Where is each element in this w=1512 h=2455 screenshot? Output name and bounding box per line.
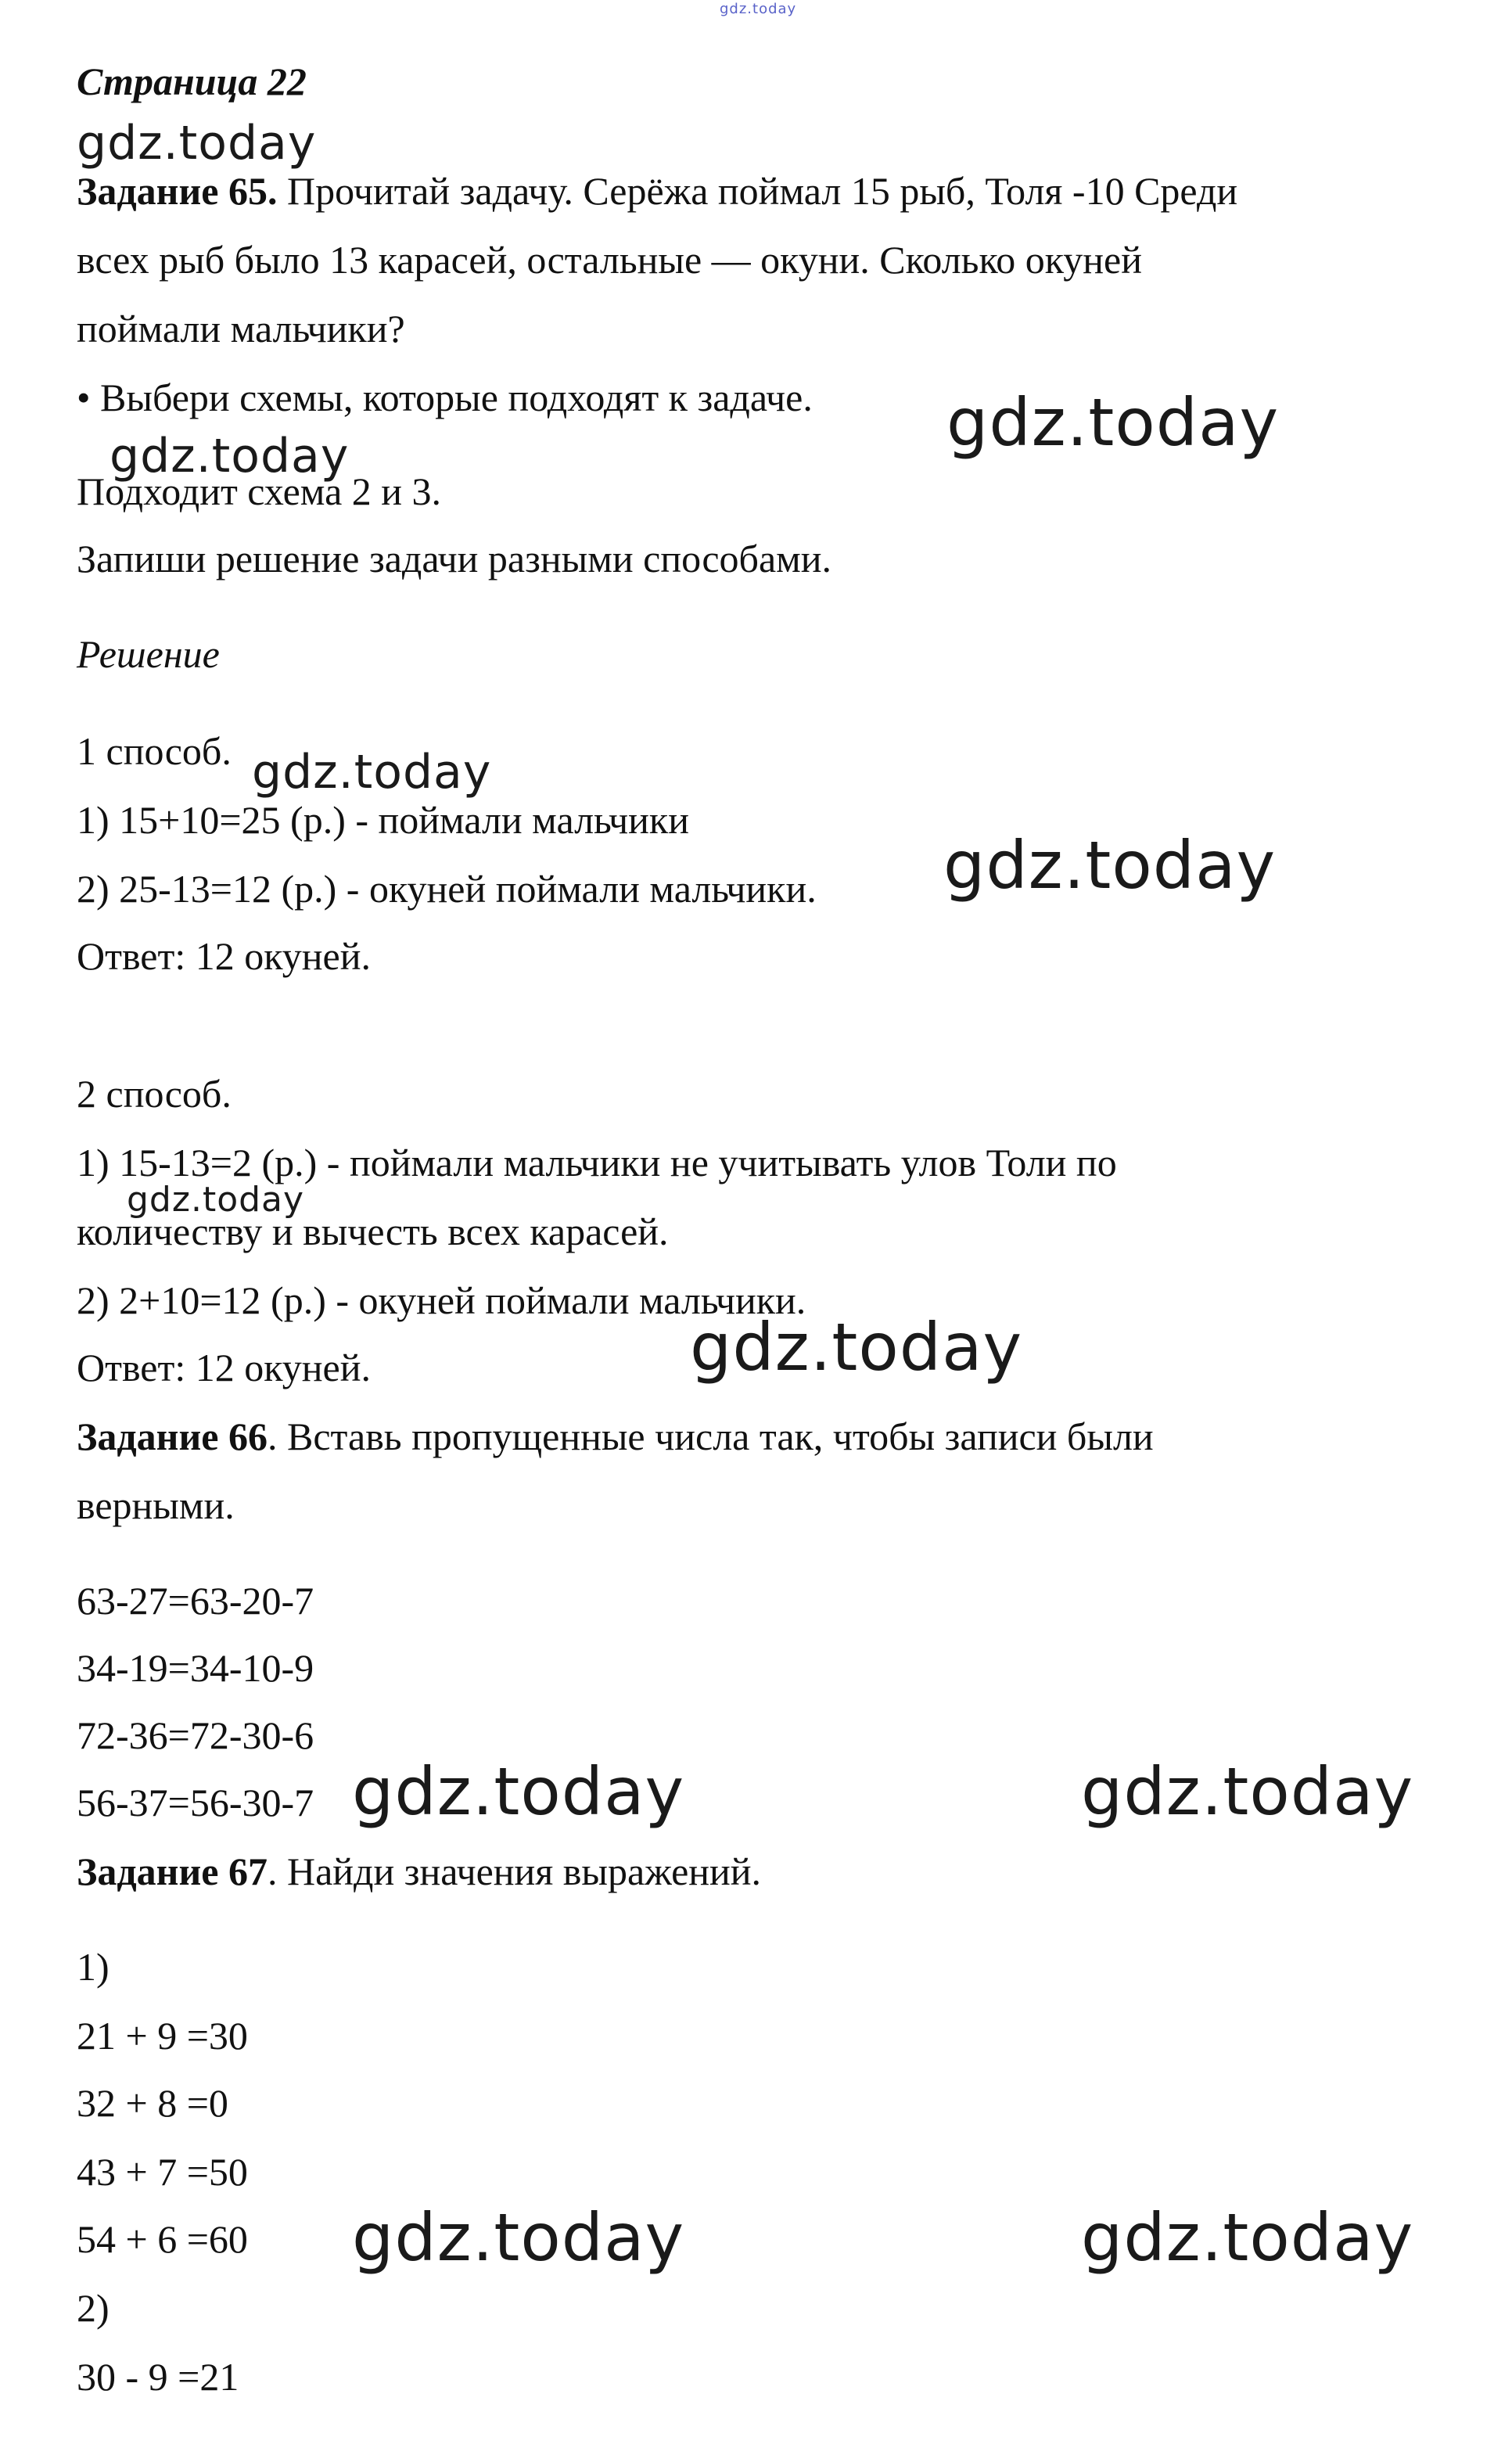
method1-title: 1 способ. [77, 729, 232, 773]
task66-equation: 63-27=63-20-7 [77, 1579, 314, 1623]
task67-line [77, 1848, 761, 1895]
task65-label: Задание 65. [77, 169, 278, 213]
task67-line-item: 1) [77, 1945, 110, 1989]
method2-step2: 2) 2+10=12 (р.) - окуней поймали мальчики. [77, 1278, 806, 1322]
task65-text-line1: Прочитай задачу. Серёжа поймал 15 рыб, Толя -10 Среди [277, 169, 1238, 213]
watermark: gdz.today [127, 1180, 305, 1220]
method1-step1: 1) 15+10=25 (р.) - поймали мальчики [77, 798, 689, 842]
watermark-top: gdz.today [720, 1, 797, 17]
watermark: gdz.today [352, 1753, 685, 1830]
task66-equation: 34-19=34-10-9 [77, 1646, 314, 1690]
watermark: gdz.today [943, 827, 1277, 904]
method2-title: 2 способ. [77, 1072, 232, 1116]
watermark: gdz.today [252, 745, 492, 800]
task67-line-item: 30 - 9 =21 [77, 2355, 239, 2399]
watermark: gdz.today [77, 116, 317, 171]
watermark: gdz.today [110, 429, 350, 483]
method2-step1-line1: 1) 15-13=2 (р.) - поймали мальчики не учитывать улов Толи по [77, 1141, 1117, 1184]
watermark: gdz.today [946, 384, 1280, 461]
watermark: gdz.today [690, 1309, 1023, 1386]
task66-equation: 56-37=56-30-7 [77, 1781, 314, 1824]
task66-equation: 72-36=72-30-6 [77, 1713, 314, 1757]
task67-label: Задание 67 [77, 1849, 268, 1893]
task67-line-item: 21 + 9 =30 [77, 2014, 248, 2058]
task67-line-item: 54 + 6 =60 [77, 2217, 248, 2261]
method2-step1-line2: количеству и вычесть всех карасей. [77, 1210, 669, 1253]
page-title: Страница 22 [77, 59, 307, 103]
solution-label: Решение [77, 632, 220, 676]
task67-line-item: 32 + 8 =0 [77, 2081, 228, 2125]
task65-text-line2: всех рыб было 13 карасей, остальные — окуни. Сколько окуней [77, 238, 1143, 282]
method1-answer: Ответ: 12 окуней. [77, 934, 372, 978]
task66-text-line2: верными. [77, 1483, 235, 1527]
task67-line-item: 43 + 7 =50 [77, 2150, 248, 2194]
task65-instruction: Запиши решение задачи разными способами. [77, 537, 832, 581]
task66-label: Задание 66 [77, 1414, 268, 1458]
task66-line1 [77, 1413, 1154, 1460]
task65-answer-schemes: Подходит схема 2 и 3. [77, 469, 442, 513]
task67-line-item: 2) [77, 2286, 110, 2330]
watermark: gdz.today [1081, 2199, 1414, 2276]
task65-bullet: • Выбери схемы, которые подходят к задаче. [77, 376, 813, 419]
task65-text-line3: поймали мальчики? [77, 307, 405, 350]
method2-answer: Ответ: 12 окуней. [77, 1346, 372, 1389]
task66-text-line1: . Вставь пропущенные числа так, чтобы записи были [268, 1414, 1154, 1458]
method1-step2: 2) 25-13=12 (р.) - окуней поймали мальчики. [77, 867, 817, 911]
watermark: gdz.today [1081, 1753, 1414, 1830]
watermark: gdz.today [352, 2199, 685, 2276]
task67-text: . Найди значения выражений. [268, 1849, 762, 1893]
task65-line1 [77, 167, 1237, 214]
